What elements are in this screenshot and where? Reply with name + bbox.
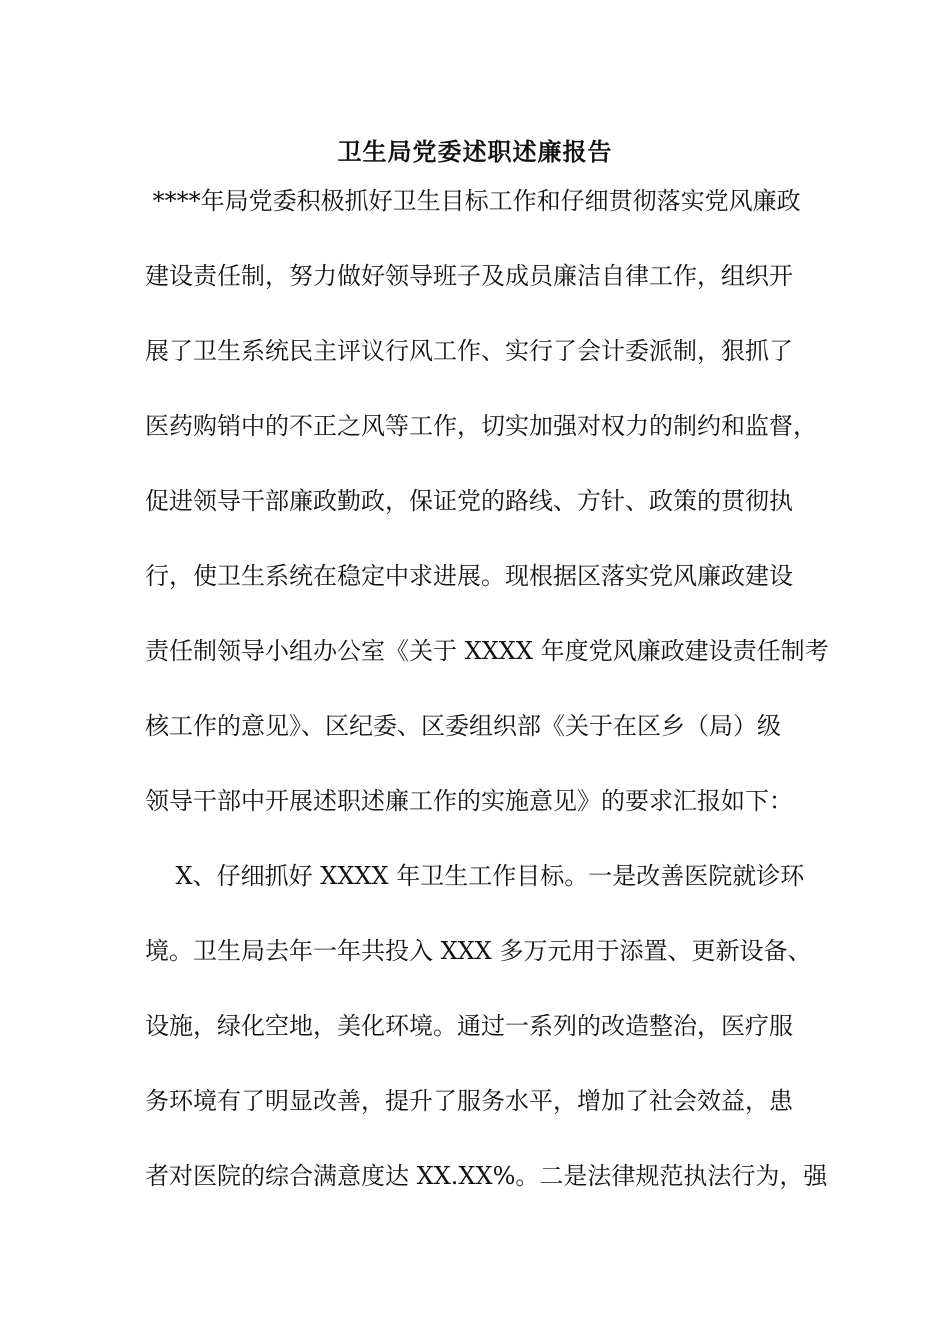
body-line-5: 促进领导干部廉政勤政，保证党的路线、方针、政策的贯彻执 xyxy=(145,487,793,515)
body-line-1: ****年局党委积极抓好卫生目标工作和仔细贯彻落实党风廉政 xyxy=(145,187,801,215)
body-line-10: X、仔细抓好 XXXX 年卫生工作目标。一是改善医院就诊环 xyxy=(145,862,805,890)
body-line-4: 医药购销中的不正之风等工作，切实加强对权力的制约和监督， xyxy=(145,412,817,440)
body-line-11: 境。卫生局去年一年共投入 XXX 多万元用于添置、更新设备、 xyxy=(145,937,812,965)
body-line-14: 者对医院的综合满意度达 XX.XX%。二是法律规范执法行为，强 xyxy=(145,1162,828,1190)
body-line-3: 展了卫生系统民主评议行风工作、实行了会计委派制，狠抓了 xyxy=(145,337,793,365)
body-line-6: 行，使卫生系统在稳定中求进展。现根据区落实党风廉政建设 xyxy=(145,562,793,590)
body-line-7: 责任制领导小组办公室《关于 XXXX 年度党风廉政建设责任制考 xyxy=(145,637,829,665)
body-line-2: 建设责任制，努力做好领导班子及成员廉洁自律工作，组织开 xyxy=(145,262,793,290)
body-line-12: 设施，绿化空地，美化环境。通过一系列的改造整治，医疗服 xyxy=(145,1012,793,1040)
body-line-8: 核工作的意见》、区纪委、区委组织部《关于在区乡（局）级 xyxy=(145,712,781,740)
body-line-9: 领导干部中开展述职述廉工作的实施意见》的要求汇报如下： xyxy=(145,787,793,815)
document-title: 卫生局党委述职述廉报告 xyxy=(337,138,613,166)
body-line-13: 务环境有了明显改善，提升了服务水平，增加了社会效益，患 xyxy=(145,1087,793,1115)
